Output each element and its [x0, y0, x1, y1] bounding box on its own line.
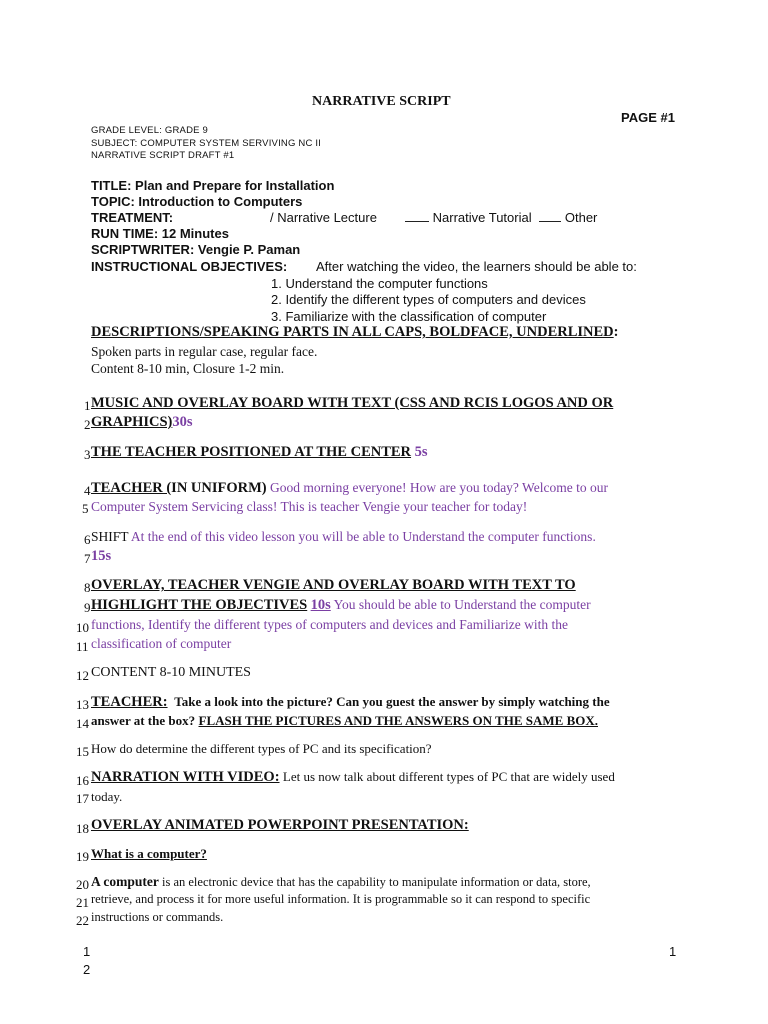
- line-number: 22: [76, 913, 89, 928]
- treatment-label: TREATMENT:: [91, 210, 174, 225]
- document-title: NARRATIVE SCRIPT: [312, 94, 451, 109]
- line-number: 16: [76, 773, 89, 788]
- speech-text: At the end of this video lesson you will be able to Understand the computer functions.: [130, 529, 596, 544]
- grade-level: GRADE LEVEL: GRADE 9: [91, 125, 208, 136]
- footer-left-number: 1: [83, 944, 91, 959]
- line-number: 7: [84, 551, 91, 566]
- speech-text: functions, Identify the different types of computers and devices and Familiarize with the: [91, 617, 568, 632]
- script-text: Let us now talk about different types of PC that are widely used: [282, 769, 615, 784]
- subject: SUBJECT: COMPUTER SYSTEM SERVIVING NC II: [91, 138, 322, 149]
- speech-text: Computer System Servicing class! This is teacher Vengie your teacher for today!: [91, 499, 528, 514]
- line-number: 9: [84, 600, 91, 615]
- script-text: NARRATION WITH VIDEO:: [91, 769, 280, 785]
- objective-item: 3. Familiarize with the classification of computer: [271, 309, 547, 324]
- treatment-row: [91, 210, 173, 225]
- descriptions-heading: [91, 324, 619, 341]
- treatment-tutorial-label: Narrative Tutorial: [432, 210, 532, 225]
- line-number: 21: [76, 895, 89, 910]
- line-number: 10: [76, 620, 89, 635]
- script-line: [91, 444, 428, 461]
- script-text: A computer: [91, 874, 159, 889]
- descriptions-heading-text: DESCRIPTIONS/SPEAKING PARTS IN ALL CAPS, BOLDFACE, UNDERLINED: [91, 324, 614, 340]
- footer-page-number: 1: [669, 944, 677, 959]
- objectives-label: INSTRUCTIONAL OBJECTIVES:: [91, 259, 288, 274]
- script-line: today.: [91, 789, 123, 804]
- descriptions-line-1: Spoken parts in regular case, regular face.: [91, 344, 318, 359]
- script-line: [91, 713, 598, 729]
- script-line: OVERLAY ANIMATED POWERPOINT PRESENTATION:: [91, 817, 469, 833]
- script-text: answer at the box?: [91, 713, 196, 728]
- script-line: [91, 480, 608, 497]
- descriptions-heading-colon: :: [613, 324, 619, 340]
- line-number: 13: [76, 697, 89, 712]
- time-marker: 5s: [414, 444, 428, 460]
- line-number: 11: [76, 639, 89, 654]
- script-line: [91, 529, 596, 545]
- treatment-option-tutorial: [405, 210, 597, 225]
- script-text: THE TEACHER POSITIONED AT THE CENTER: [91, 444, 412, 460]
- treatment-other-label: Other: [564, 210, 598, 225]
- page-label: PAGE #1: [621, 110, 675, 125]
- tutorial-blank: [405, 211, 429, 222]
- script-text: is an electronic device that has the capability to manipulate information or data, store,: [162, 875, 591, 889]
- scriptwriter: SCRIPTWRITER: Vengie P. Paman: [91, 242, 301, 257]
- line-number: 3: [84, 447, 91, 462]
- line-number: 19: [76, 849, 89, 864]
- objective-item: 2. Identify the different types of computers and devices: [271, 292, 586, 307]
- line-number: 6: [84, 532, 91, 547]
- speech-text: You should be able to Understand the computer: [333, 597, 591, 612]
- objective-item: 1. Understand the computer functions: [271, 276, 488, 291]
- script-text: GRAPHICS): [91, 414, 173, 430]
- script-text: TEACHER (: [91, 480, 172, 496]
- line-number: 15: [76, 744, 89, 759]
- line-number: 20: [76, 877, 89, 892]
- line-number: 2: [84, 417, 91, 432]
- script-line: retrieve, and process it for more useful information. It is programmable so it can respond to specific: [91, 892, 591, 906]
- script-line: OVERLAY, TEACHER VENGIE AND OVERLAY BOARD WITH TEXT TO: [91, 577, 576, 593]
- line-number: 12: [76, 668, 89, 683]
- time-marker: 10s: [310, 597, 331, 613]
- script-line: How do determine the different types of PC and its specification?: [91, 741, 432, 756]
- other-blank: [539, 211, 561, 222]
- descriptions-line-2: Content 8-10 min, Closure 1-2 min.: [91, 361, 285, 376]
- speech-text: Good morning everyone! How are you today? Welcome to our: [270, 480, 608, 495]
- script-text: TEACHER:: [91, 694, 168, 710]
- line-number: 17: [76, 791, 89, 806]
- script-text: IN UNIFORM): [171, 480, 267, 496]
- script-line: [91, 414, 193, 431]
- script-line: MUSIC AND OVERLAY BOARD WITH TEXT (CSS AND RCIS LOGOS AND OR: [91, 395, 614, 411]
- script-text: FLASH THE PICTURES AND THE ANSWERS ON THE SAME BOX.: [198, 713, 598, 728]
- script-text: Take a look into the picture? Can you guest the answer by simply watching the: [174, 694, 610, 709]
- script-line: CONTENT 8-10 MINUTES: [91, 665, 251, 680]
- script-line: [91, 597, 591, 614]
- script-line: instructions or commands.: [91, 910, 224, 924]
- line-number: 8: [84, 580, 91, 595]
- line-number: 18: [76, 821, 89, 836]
- treatment-option-lecture: / Narrative Lecture: [270, 210, 377, 225]
- script-text: SHIFT: [91, 529, 129, 544]
- line-number: 1: [84, 398, 91, 413]
- time-marker: 15s: [91, 548, 112, 564]
- topic: TOPIC: Introduction to Computers: [91, 194, 303, 209]
- footer-left-number: 2: [83, 962, 91, 977]
- line-number: 4: [84, 483, 91, 498]
- script-title: TITLE: Plan and Prepare for Installation: [91, 178, 335, 193]
- run-time: RUN TIME: 12 Minutes: [91, 226, 229, 241]
- objectives-intro: After watching the video, the learners should be able to:: [316, 259, 637, 274]
- script-text: HIGHLIGHT THE OBJECTIVES: [91, 597, 308, 613]
- speech-text: classification of computer: [91, 636, 232, 651]
- script-line: What is a computer?: [91, 846, 207, 861]
- draft-label: NARRATIVE SCRIPT DRAFT #1: [91, 150, 235, 161]
- time-marker: 30s: [172, 414, 193, 430]
- line-number: 14: [76, 716, 89, 731]
- script-line: [91, 769, 615, 786]
- script-line: [91, 874, 591, 890]
- script-line: [91, 694, 610, 711]
- line-number: 5: [82, 501, 89, 516]
